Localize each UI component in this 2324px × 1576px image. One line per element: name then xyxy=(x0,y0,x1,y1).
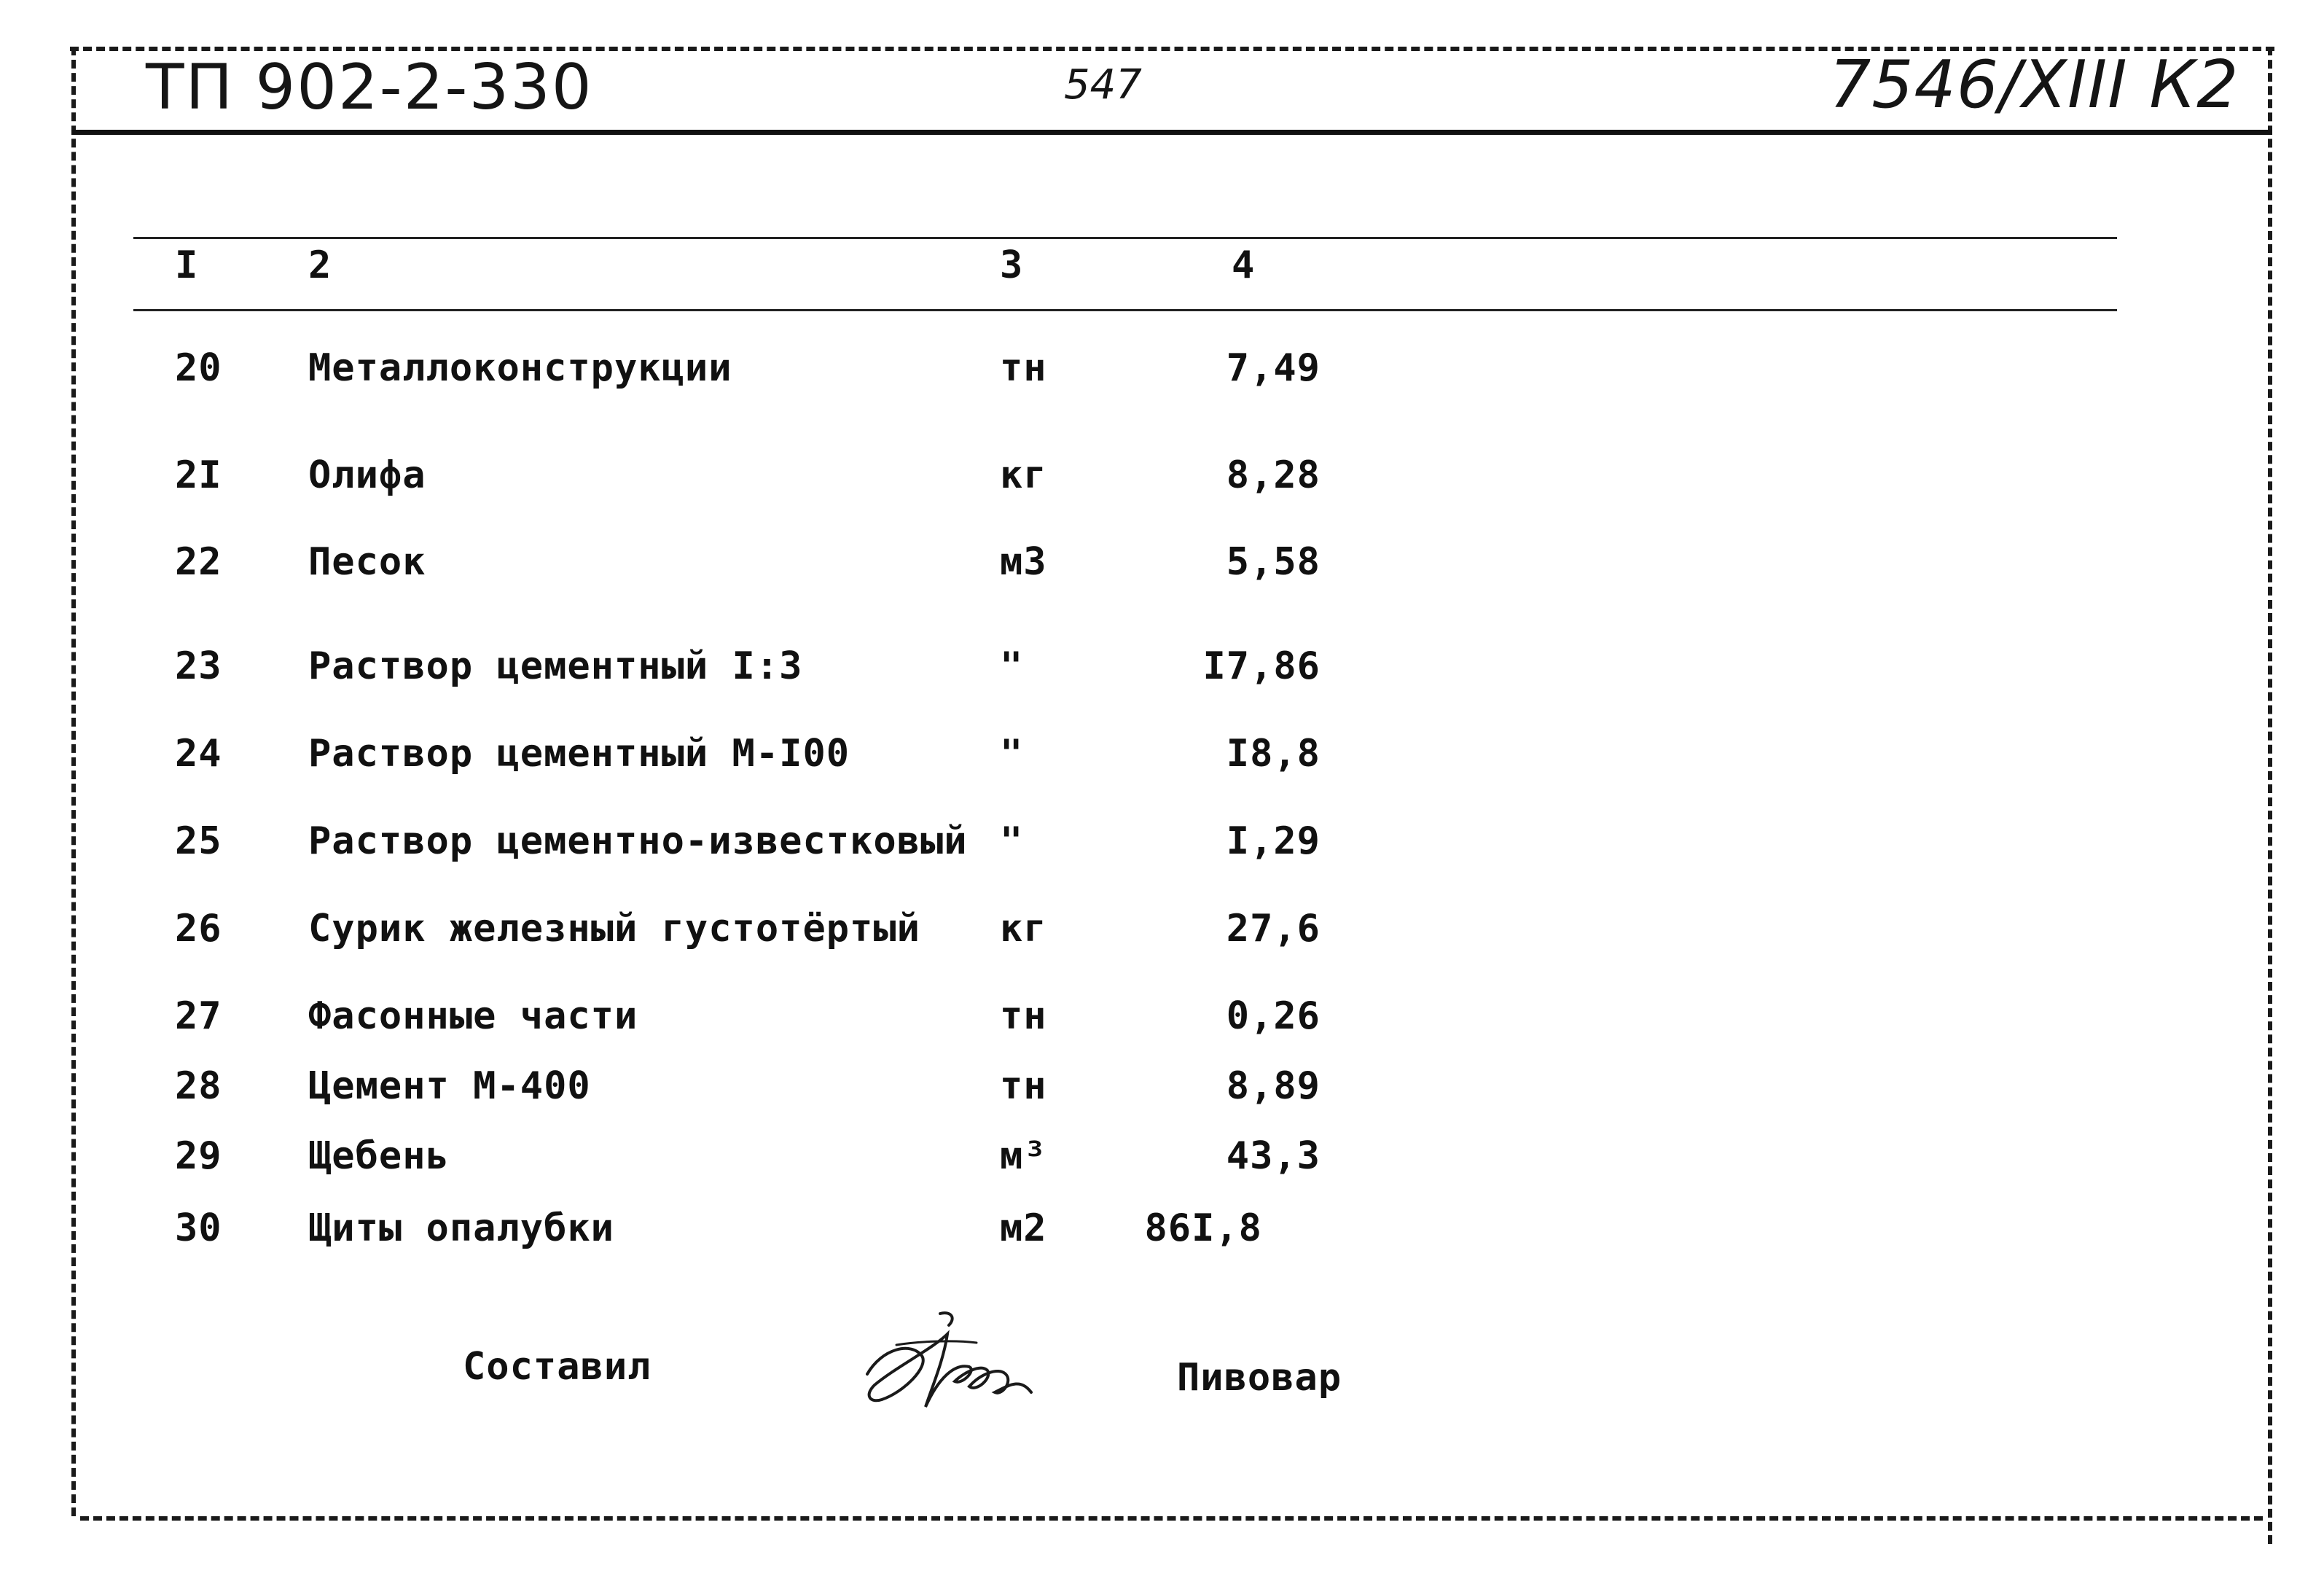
material-name: Раствор цементный I:3 xyxy=(308,644,803,688)
material-name: Щебень xyxy=(308,1134,450,1178)
column-header-1: I xyxy=(175,243,199,287)
quantity: 0,26 xyxy=(1226,994,1321,1038)
quantity: I8,8 xyxy=(1226,732,1321,776)
material-name: Сурик железный густотёртый xyxy=(308,907,920,951)
material-name: Раствор цементно-известковый xyxy=(308,819,968,863)
unit: тн xyxy=(1000,994,1047,1038)
archive-number: 7546/XIII К2 xyxy=(1829,47,2239,123)
row-number: 2I xyxy=(175,453,222,497)
stamp-divider xyxy=(71,130,2272,135)
material-name: Фасонные части xyxy=(308,994,638,1038)
unit: кг xyxy=(1000,453,1047,497)
column-header-4: 4 xyxy=(1232,243,1256,287)
row-number: 29 xyxy=(175,1134,222,1178)
unit: тн xyxy=(1000,1064,1047,1108)
row-number: 20 xyxy=(175,346,222,390)
material-name: Олифа xyxy=(308,453,426,497)
unit: кг xyxy=(1000,907,1047,951)
unit: м2 xyxy=(1000,1206,1047,1250)
row-number: 30 xyxy=(175,1206,222,1250)
material-name: Цемент М-400 xyxy=(308,1064,591,1108)
unit: " xyxy=(1000,732,1024,776)
composer-label: Составил xyxy=(463,1345,652,1389)
quantity: 8,89 xyxy=(1226,1064,1321,1108)
frame-right-border xyxy=(2268,47,2272,1544)
table-header-top-rule xyxy=(133,237,2117,239)
quantity: 7,49 xyxy=(1226,346,1321,390)
quantity: 5,58 xyxy=(1226,540,1321,584)
unit: " xyxy=(1000,819,1024,863)
quantity: 43,3 xyxy=(1226,1134,1321,1178)
row-number: 26 xyxy=(175,907,222,951)
row-number: 27 xyxy=(175,994,222,1038)
row-number: 25 xyxy=(175,819,222,863)
quantity: I,29 xyxy=(1226,819,1321,863)
row-number: 28 xyxy=(175,1064,222,1108)
material-name: Металлоконструкции xyxy=(308,346,732,390)
composer-name: Пивовар xyxy=(1177,1356,1342,1400)
row-number: 22 xyxy=(175,540,222,584)
column-header-2: 2 xyxy=(308,243,332,287)
sheet-number: 547 xyxy=(1064,61,1142,109)
material-name: Песок xyxy=(308,540,426,584)
frame-bottom-border xyxy=(80,1516,2263,1521)
unit: тн xyxy=(1000,346,1047,390)
frame-left-border xyxy=(71,47,76,1516)
material-name: Щиты опалубки xyxy=(308,1206,614,1250)
signature xyxy=(853,1305,1042,1429)
unit: м³ xyxy=(1000,1134,1047,1178)
row-number: 23 xyxy=(175,644,222,688)
material-name: Раствор цементный М-I00 xyxy=(308,732,850,776)
quantity: 27,6 xyxy=(1226,907,1321,951)
quantity: 8,28 xyxy=(1226,453,1321,497)
unit: м3 xyxy=(1000,540,1047,584)
document-code: ТП 902-2-330 xyxy=(146,51,593,124)
column-header-3: 3 xyxy=(1000,243,1024,287)
row-number: 24 xyxy=(175,732,222,776)
unit: " xyxy=(1000,644,1024,688)
quantity: 86I,8 xyxy=(1144,1206,1262,1250)
quantity: I7,86 xyxy=(1202,644,1321,688)
table-header-bottom-rule xyxy=(133,309,2117,311)
